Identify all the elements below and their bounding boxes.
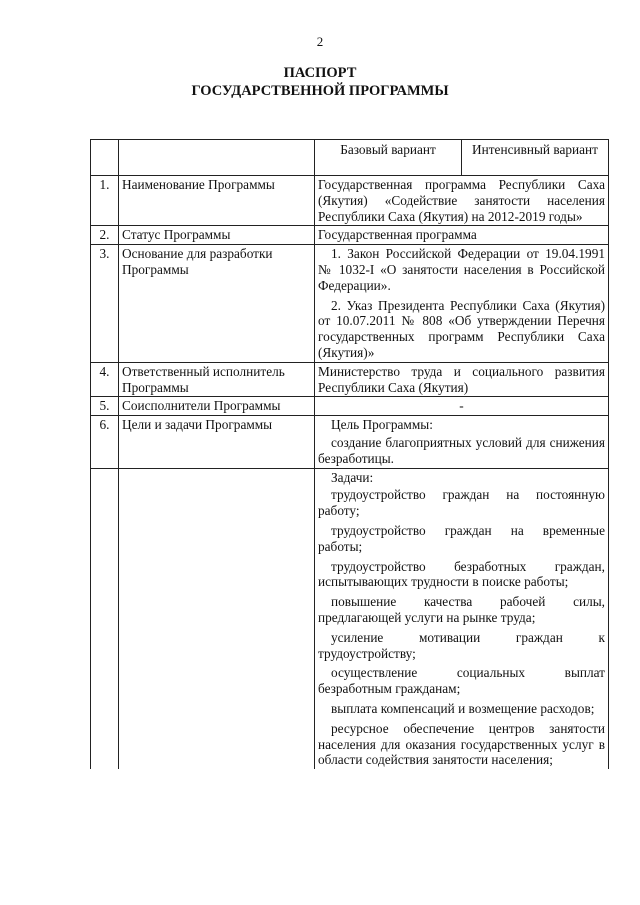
variant-split bbox=[315, 140, 608, 175]
header-num-cell bbox=[91, 140, 119, 176]
task-item: ресурсное обеспечение центров занятости населения для оказания государственных услуг в области содействия занятости населения; bbox=[318, 720, 605, 768]
title-line-2: ГОСУДАРСТВЕННОЙ ПРОГРАММЫ bbox=[191, 83, 449, 99]
basis-item-2: 2. Указ Президента Республики Саха (Якутия) от 10.07.2011 № 808 «Об утверждении Перечня государственных программ Республики Саха (Якутия)» bbox=[318, 297, 605, 360]
table-row bbox=[91, 362, 609, 397]
task-item: трудоустройство граждан на постоянную работу; bbox=[318, 487, 605, 519]
table-row bbox=[91, 416, 609, 468]
title-line-1: ПАСПОРТ bbox=[283, 65, 357, 81]
header-variant-cell bbox=[315, 140, 609, 176]
intensive-variant-label: Интенсивный вариант bbox=[472, 142, 598, 157]
row-label: Цели и задачи Программы bbox=[119, 416, 315, 468]
task-item: выплата компенсаций и возмещение расходов; bbox=[331, 700, 595, 716]
row-label: Соисполнители Программы bbox=[119, 397, 315, 416]
task-item: осуществление социальных выплат безработным гражданам; bbox=[318, 665, 605, 697]
page-number: 2 bbox=[316, 34, 324, 49]
row-label: Наименование Программы bbox=[119, 176, 315, 226]
row-value: Государственная программа bbox=[315, 226, 609, 245]
row-value: Министерство труда и социального развития Республики Саха (Якутия) bbox=[315, 362, 609, 397]
task-item: трудоустройство граждан на временные работы; bbox=[318, 522, 605, 554]
row-value bbox=[315, 245, 609, 363]
row-value: Государственная программа Республики Саха (Якутия) «Содействие занятости населения Республики Саха (Якутия) на 2012-2019 годы» bbox=[315, 176, 609, 226]
row-number: 5. bbox=[91, 397, 119, 416]
row-label: Статус Программы bbox=[119, 226, 315, 245]
goal-title: Цель Программы: bbox=[331, 417, 433, 433]
row-value: - bbox=[315, 397, 609, 416]
passport-table bbox=[90, 139, 609, 769]
row-number: 2. bbox=[91, 226, 119, 245]
row-number: 1. bbox=[91, 176, 119, 226]
tasks-cell bbox=[315, 468, 609, 769]
tasks-num-cell bbox=[91, 468, 119, 769]
row-label: Основание для разработки Программы bbox=[119, 245, 315, 363]
table-row bbox=[91, 226, 609, 245]
task-item: повышение качества рабочей силы, предлагающей услуги на рынке труда; bbox=[318, 594, 605, 625]
row-number: 4. bbox=[91, 362, 119, 397]
task-item: усиление мотивации граждан к трудоустройству; bbox=[318, 629, 605, 661]
tasks-label-cell bbox=[119, 468, 315, 769]
tasks-title: Задачи: bbox=[331, 469, 374, 485]
table-row bbox=[91, 176, 609, 226]
header-label-cell bbox=[119, 140, 315, 176]
table-row bbox=[91, 397, 609, 416]
goal-text: создание благоприятных условий для снижения безработицы. bbox=[318, 434, 605, 466]
variant-header-row bbox=[91, 140, 609, 176]
row-label: Ответственный исполнитель Программы bbox=[119, 362, 315, 397]
tasks-row bbox=[91, 468, 609, 769]
document-title bbox=[0, 64, 640, 100]
task-item: трудоустройство безработных граждан, испытывающих трудности в поиске работы; bbox=[318, 558, 605, 590]
table-row bbox=[91, 245, 609, 363]
basis-item-1: 1. Закон Российской Федерации от 19.04.1991 № 1032-I «О занятости населения в Российской Федерации». bbox=[318, 246, 605, 293]
row-number: 3. bbox=[91, 245, 119, 363]
row-number: 6. bbox=[91, 416, 119, 468]
base-variant-label: Базовый вариант bbox=[315, 140, 462, 175]
row-value bbox=[315, 416, 609, 468]
